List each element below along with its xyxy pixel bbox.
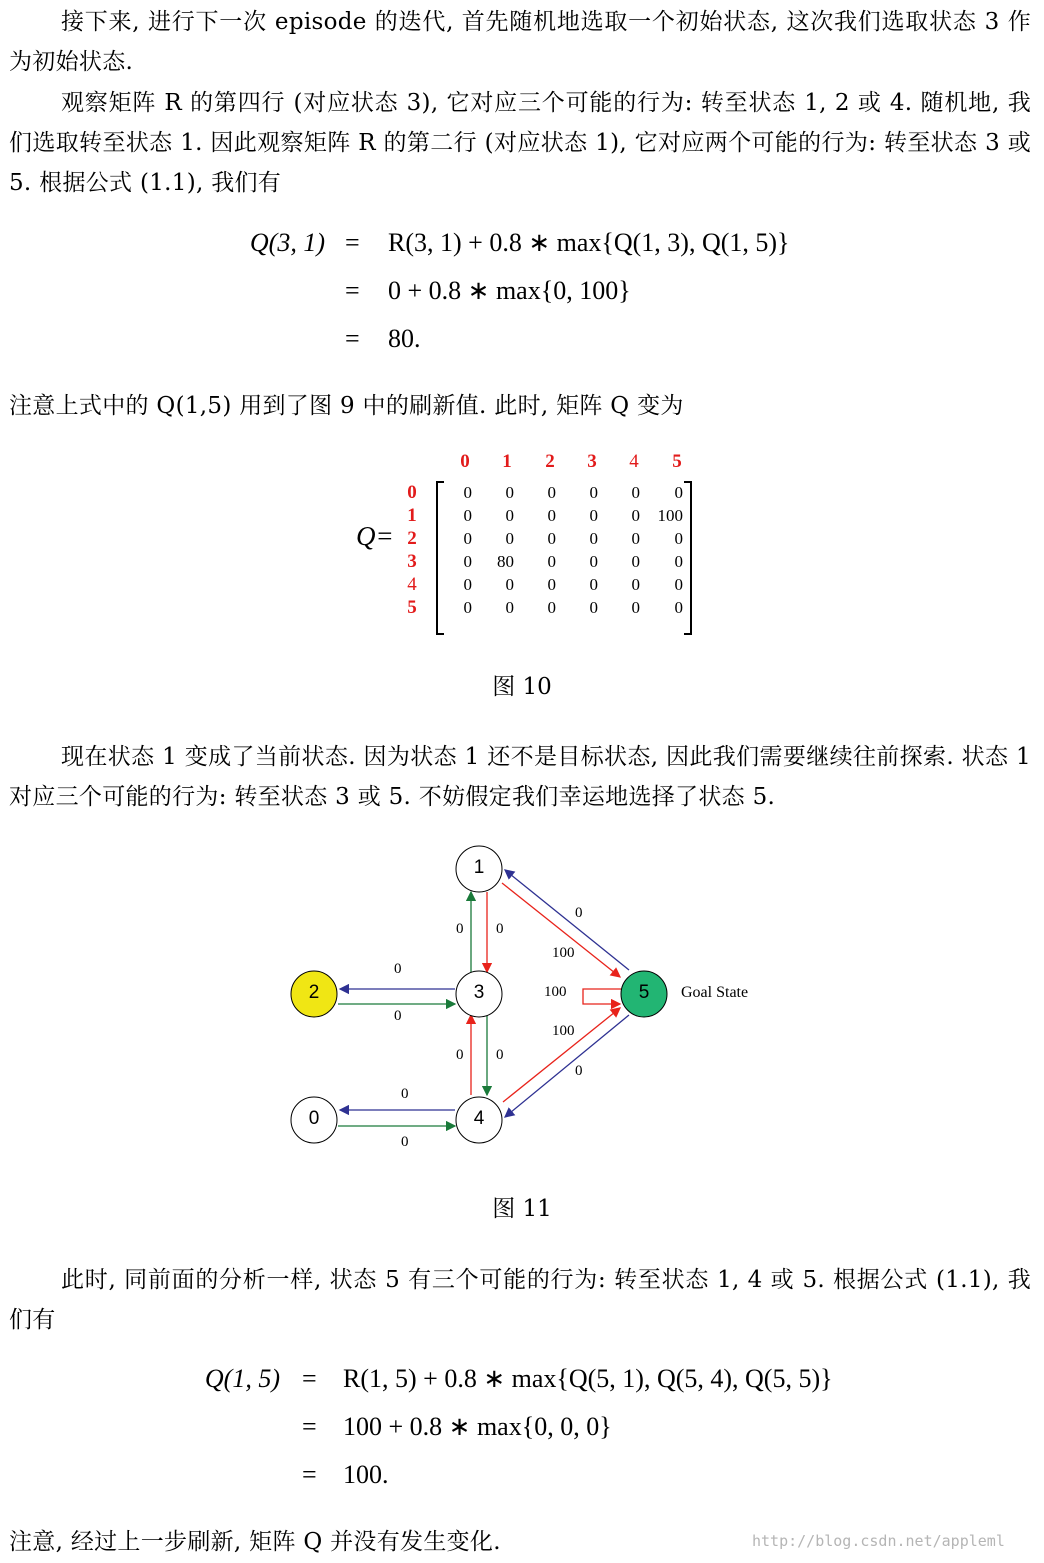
equation-equals: = (302, 1460, 317, 1489)
edge-label-5-1: 0 (575, 905, 583, 921)
edge-label-5-4: 0 (575, 1063, 583, 1079)
edge-label-3-1: 0 (456, 921, 464, 937)
matrix-cell: 0 (463, 506, 472, 525)
node-3: 3 (473, 982, 485, 1003)
paragraph-state1-current: 现在状态 1 变成了当前状态. 因为状态 1 还不是目标状态, 因此我们需要继续往前探索. 状态 1 对应三个可能的行为: 转至状态 3 或 5. 不妨假定我们幸运地选择了状态 5. (9, 744, 1031, 810)
col-label: 0 (460, 451, 470, 472)
matrix-cell: 0 (505, 575, 514, 594)
paragraph-note-q15: 注意上式中的 Q(1,5) 用到了图 9 中的刷新值. 此时, 矩阵 Q 变为 (9, 393, 684, 419)
right-bracket (684, 481, 692, 635)
col-label: 1 (502, 451, 512, 472)
matrix-cell: 100 (657, 506, 683, 525)
matrix-cell: 0 (674, 552, 683, 571)
q-matrix (350, 445, 710, 630)
equation-equals: = (302, 1364, 317, 1393)
edge-label-3-4: 0 (496, 1047, 504, 1063)
node-0: 0 (308, 1108, 320, 1129)
row-label: 0 (407, 482, 417, 503)
edge-label-4-5: 100 (552, 1023, 575, 1039)
matrix-cell: 0 (674, 598, 683, 617)
matrix-cell: 0 (547, 529, 556, 548)
matrix-cell: 0 (547, 575, 556, 594)
matrix-cell: 0 (631, 529, 640, 548)
row-label: 5 (407, 597, 417, 618)
edge-label-3-2: 0 (394, 961, 402, 977)
matrix-cell: 0 (589, 598, 598, 617)
col-label: 5 (672, 451, 682, 472)
equation-lhs: Q(1, 5) (204, 1364, 280, 1393)
matrix-cell: 0 (631, 598, 640, 617)
equation-rhs-line1: R(3, 1) + 0.8 ∗ max{Q(1, 3), Q(1, 5)} (388, 228, 790, 257)
equation-rhs-line2: 0 + 0.8 ∗ max{0, 100} (388, 276, 631, 305)
matrix-cell: 0 (463, 529, 472, 548)
matrix-label: Q= (356, 521, 394, 551)
edge-label-2-3: 0 (394, 1008, 402, 1024)
matrix-cell: 0 (674, 575, 683, 594)
edge-label-5-5: 100 (544, 984, 567, 1000)
edge-label-4-3: 0 (456, 1047, 464, 1063)
node-4: 4 (473, 1108, 485, 1129)
equation-equals: = (345, 324, 360, 353)
equation-equals: = (345, 228, 360, 257)
equation-q15 (0, 1364, 1044, 1504)
edge-label-1-3: 0 (496, 921, 504, 937)
row-label: 4 (407, 574, 417, 595)
matrix-cell: 0 (505, 598, 514, 617)
matrix-cell: 80 (497, 552, 514, 571)
equation-lhs: Q(3, 1) (249, 228, 325, 257)
matrix-cell: 0 (674, 483, 683, 502)
matrix-cell: 0 (589, 552, 598, 571)
goal-state-label: Goal State (681, 984, 749, 1001)
col-label: 3 (587, 451, 597, 472)
matrix-cell: 0 (631, 575, 640, 594)
matrix-cell: 0 (463, 483, 472, 502)
matrix-cell: 0 (505, 483, 514, 502)
equation-rhs-line3: 100. (343, 1460, 389, 1489)
matrix-cell: 0 (631, 483, 640, 502)
node-5-goal: 5 (638, 982, 650, 1003)
col-label: 2 (545, 451, 555, 472)
edge-label-0-4: 0 (401, 1134, 409, 1150)
matrix-cell: 0 (547, 552, 556, 571)
matrix-cell: 0 (505, 529, 514, 548)
edge-label-1-5: 100 (552, 945, 575, 961)
matrix-cell: 0 (674, 529, 683, 548)
matrix-cell: 0 (505, 506, 514, 525)
edge-label-4-0: 0 (401, 1086, 409, 1102)
state-transition-diagram (280, 840, 780, 1150)
row-label: 1 (407, 505, 417, 526)
equation-rhs-line3: 80. (388, 324, 421, 353)
col-label: 4 (629, 451, 639, 472)
matrix-cell: 0 (631, 506, 640, 525)
matrix-cell: 0 (631, 552, 640, 571)
equation-equals: = (302, 1412, 317, 1441)
node-1: 1 (473, 857, 485, 878)
paragraph-observe-r: 观察矩阵 R 的第四行 (对应状态 3), 它对应三个可能的行为: 转至状态 1, 2 或 4. 随机地, 我们选取转至状态 1. 因此观察矩阵 R 的第二行 (对应状态 1), 它对应两个可能的行为: 转至状态 3 或 5. 根据公式 (1.1), 我们有 (9, 90, 1031, 196)
row-label: 3 (407, 551, 417, 572)
watermark-url: http://blog.csdn.net/appleml (752, 1532, 1005, 1550)
equation-q31 (0, 228, 1044, 368)
matrix-cell: 0 (547, 506, 556, 525)
matrix-cell: 0 (589, 529, 598, 548)
matrix-cell: 0 (589, 575, 598, 594)
paragraph-intro: 接下来, 进行下一次 episode 的迭代, 首先随机地选取一个初始状态, 这次我们选取状态 3 作为初始状态. (9, 9, 1031, 75)
matrix-cell: 0 (589, 483, 598, 502)
figure-11-caption: 图 11 (492, 1196, 552, 1222)
paragraph-state5-actions: 此时, 同前面的分析一样, 状态 5 有三个可能的行为: 转至状态 1, 4 或 5. 根据公式 (1.1), 我们有 (9, 1267, 1031, 1333)
matrix-cell: 0 (463, 598, 472, 617)
matrix-cell: 0 (463, 552, 472, 571)
matrix-cell: 0 (547, 598, 556, 617)
node-2: 2 (308, 982, 320, 1003)
equation-rhs-line2: 100 + 0.8 ∗ max{0, 0, 0} (343, 1412, 612, 1441)
paragraph-q-unchanged: 注意, 经过上一步刷新, 矩阵 Q 并没有发生变化. (9, 1529, 501, 1555)
matrix-cell: 0 (463, 575, 472, 594)
matrix-cell: 0 (547, 483, 556, 502)
equation-rhs-line1: R(1, 5) + 0.8 ∗ max{Q(5, 1), Q(5, 4), Q(5, 5)} (343, 1364, 833, 1393)
matrix-cell: 0 (589, 506, 598, 525)
row-label: 2 (407, 528, 417, 549)
figure-10-caption: 图 10 (492, 674, 552, 700)
equation-equals: = (345, 276, 360, 305)
